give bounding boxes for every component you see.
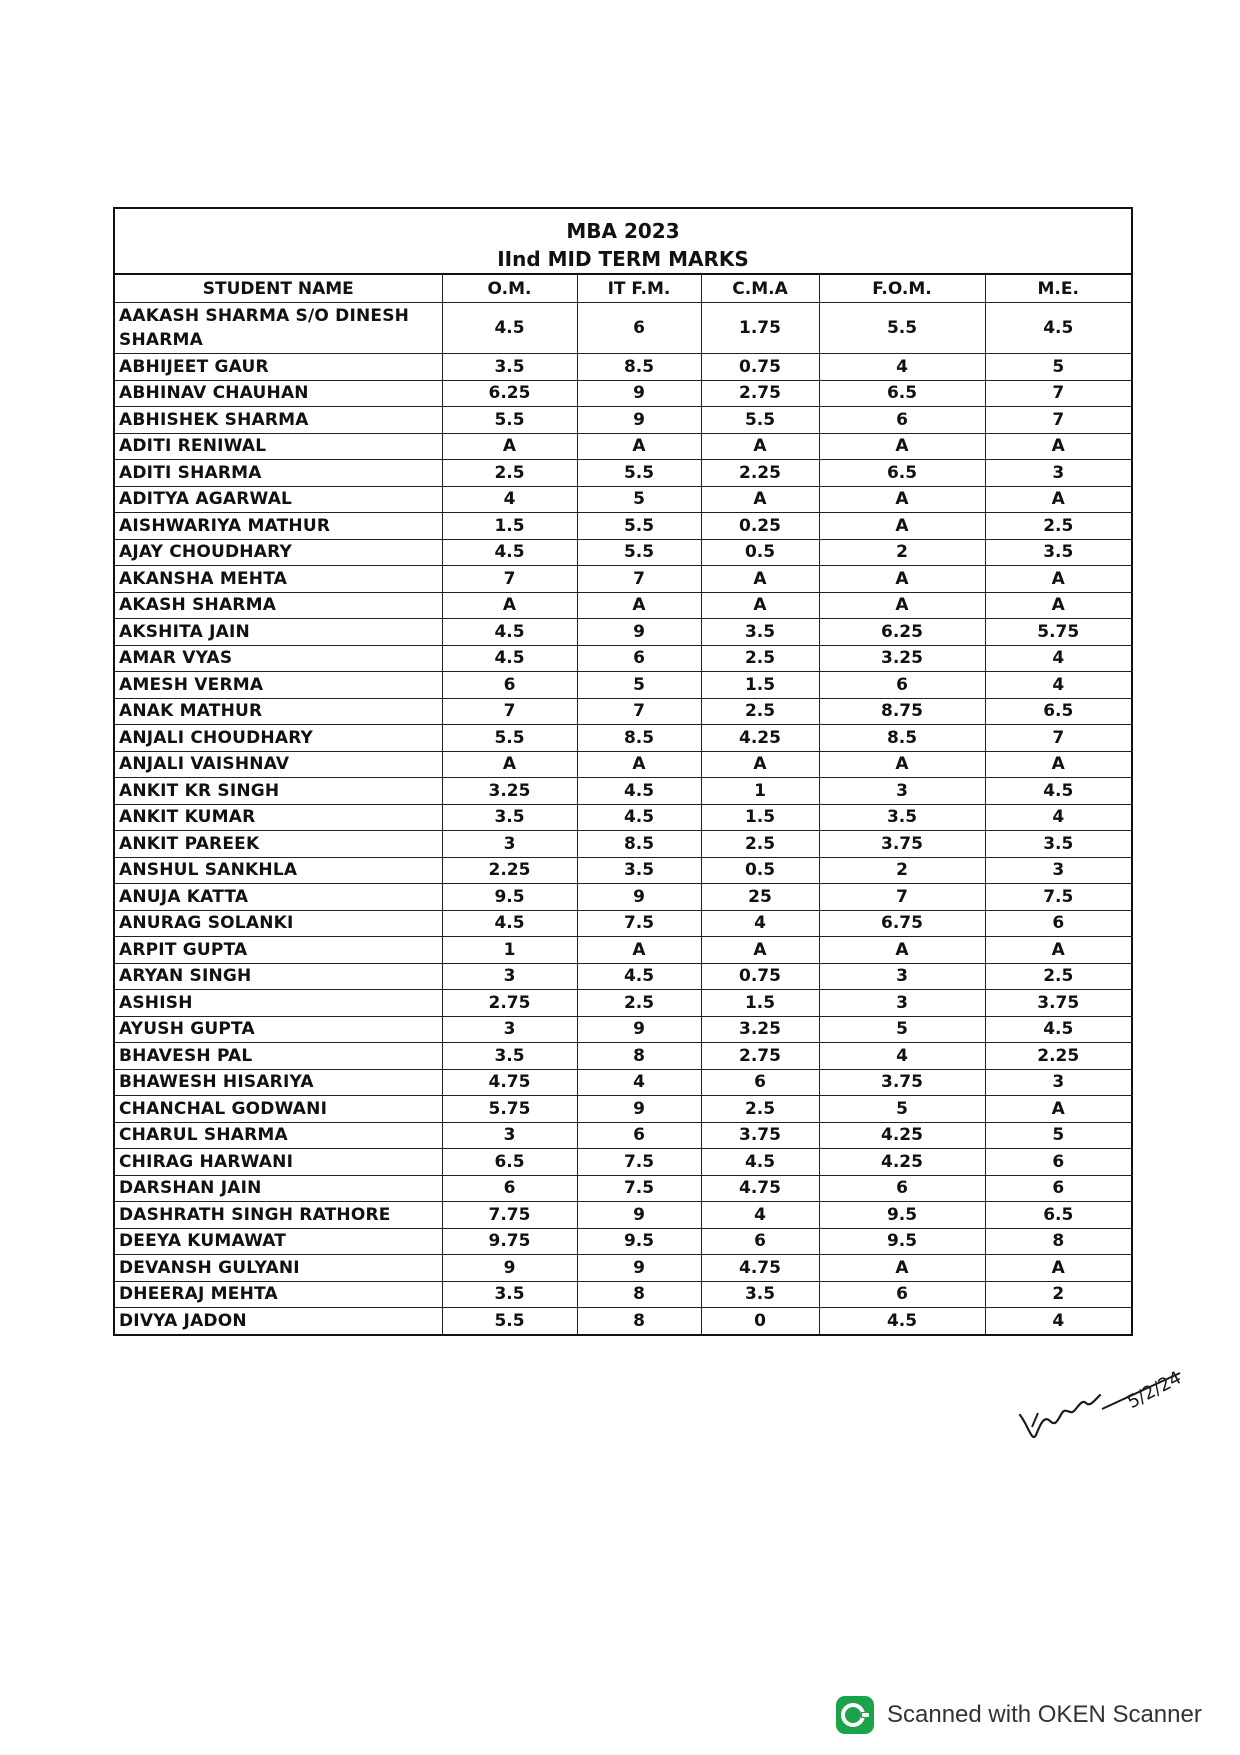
mark-cell-cma: 4: [701, 1202, 819, 1229]
student-name-cell: DIVYA JADON: [115, 1308, 442, 1334]
mark-cell-itfm: 9: [577, 1202, 701, 1229]
mark-cell-itfm: 9: [577, 1016, 701, 1043]
table-row: [115, 884, 1131, 911]
mark-cell-itfm: 7: [577, 566, 701, 593]
table-row: [115, 937, 1131, 964]
table-row: [115, 751, 1131, 778]
table-row: [115, 698, 1131, 725]
mark-cell-itfm: A: [577, 751, 701, 778]
student-name-cell: DASHRATH SINGH RATHORE: [115, 1202, 442, 1229]
table-row: [115, 963, 1131, 990]
table-header-row: [115, 275, 1131, 303]
mark-cell-itfm: 4.5: [577, 778, 701, 805]
mark-cell-om: 6.5: [442, 1149, 577, 1176]
mark-cell-me: 7: [985, 380, 1131, 407]
mark-cell-itfm: 5: [577, 672, 701, 699]
student-name-cell: ANKIT PAREEK: [115, 831, 442, 858]
table-row: [115, 910, 1131, 937]
mark-cell-itfm: 8: [577, 1043, 701, 1070]
mark-cell-om: 4.75: [442, 1069, 577, 1096]
mark-cell-itfm: 8: [577, 1308, 701, 1334]
mark-cell-me: 6: [985, 910, 1131, 937]
mark-cell-cma: A: [701, 566, 819, 593]
student-name-cell: ABHIJEET GAUR: [115, 354, 442, 381]
mark-cell-cma: 2.5: [701, 698, 819, 725]
scanner-text: Scanned with OKEN Scanner: [887, 1701, 1202, 1728]
student-name-cell: BHAVESH PAL: [115, 1043, 442, 1070]
student-name-cell: DEEYA KUMAWAT: [115, 1228, 442, 1255]
table-row: [115, 725, 1131, 752]
mark-cell-itfm: 7: [577, 698, 701, 725]
mark-cell-itfm: 2.5: [577, 990, 701, 1017]
mark-cell-me: 3.5: [985, 539, 1131, 566]
mark-cell-itfm: 4.5: [577, 963, 701, 990]
header-cma: C.M.A: [701, 275, 819, 303]
table-row: [115, 804, 1131, 831]
student-name-cell: ADITYA AGARWAL: [115, 486, 442, 513]
mark-cell-om: 2.25: [442, 857, 577, 884]
mark-cell-cma: 2.5: [701, 831, 819, 858]
table-row: [115, 1122, 1131, 1149]
mark-cell-me: A: [985, 751, 1131, 778]
mark-cell-om: 4.5: [442, 910, 577, 937]
mark-cell-itfm: 4: [577, 1069, 701, 1096]
header-fom: F.O.M.: [819, 275, 985, 303]
table-row: [115, 513, 1131, 540]
mark-cell-itfm: 4.5: [577, 804, 701, 831]
mark-cell-me: A: [985, 1255, 1131, 1282]
mark-cell-cma: 25: [701, 884, 819, 911]
mark-cell-om: A: [442, 751, 577, 778]
mark-cell-me: 3: [985, 460, 1131, 487]
mark-cell-fom: 4.25: [819, 1149, 985, 1176]
mark-cell-fom: 3: [819, 963, 985, 990]
mark-cell-om: 3.5: [442, 1043, 577, 1070]
mark-cell-cma: 6: [701, 1069, 819, 1096]
signature-date: 5/2/24: [1123, 1367, 1185, 1414]
mark-cell-fom: 3.75: [819, 831, 985, 858]
table-row: [115, 566, 1131, 593]
mark-cell-me: A: [985, 592, 1131, 619]
mark-cell-fom: 4: [819, 354, 985, 381]
mark-cell-om: 7: [442, 698, 577, 725]
table-row: [115, 1281, 1131, 1308]
mark-cell-om: 9.75: [442, 1228, 577, 1255]
mark-cell-om: 4: [442, 486, 577, 513]
mark-cell-me: A: [985, 486, 1131, 513]
mark-cell-cma: 3.75: [701, 1122, 819, 1149]
mark-cell-fom: 4.5: [819, 1308, 985, 1334]
table-row: [115, 1096, 1131, 1123]
header-me: M.E.: [985, 275, 1131, 303]
mark-cell-me: 4.5: [985, 778, 1131, 805]
mark-cell-cma: A: [701, 751, 819, 778]
table-row: [115, 1255, 1131, 1282]
mark-cell-fom: 6: [819, 1281, 985, 1308]
mark-cell-me: 5.75: [985, 619, 1131, 646]
header-om: O.M.: [442, 275, 577, 303]
mark-cell-me: 6.5: [985, 698, 1131, 725]
mark-cell-fom: 8.5: [819, 725, 985, 752]
table-row: [115, 1202, 1131, 1229]
student-name-cell: ASHISH: [115, 990, 442, 1017]
table-row: [115, 857, 1131, 884]
mark-cell-me: 6.5: [985, 1202, 1131, 1229]
mark-cell-cma: 3.5: [701, 619, 819, 646]
mark-cell-om: 7.75: [442, 1202, 577, 1229]
mark-cell-fom: A: [819, 433, 985, 460]
mark-cell-fom: A: [819, 486, 985, 513]
table-row: [115, 619, 1131, 646]
mark-cell-fom: 4.25: [819, 1122, 985, 1149]
mark-cell-me: A: [985, 566, 1131, 593]
student-name-cell: CHARUL SHARMA: [115, 1122, 442, 1149]
mark-cell-me: 4: [985, 672, 1131, 699]
mark-cell-cma: 0: [701, 1308, 819, 1334]
table-row: [115, 303, 1131, 354]
mark-cell-itfm: 9: [577, 1255, 701, 1282]
student-name-cell: DHEERAJ MEHTA: [115, 1281, 442, 1308]
mark-cell-me: 7.5: [985, 884, 1131, 911]
mark-cell-itfm: 9: [577, 619, 701, 646]
mark-cell-cma: 2.25: [701, 460, 819, 487]
table-row: [115, 380, 1131, 407]
mark-cell-om: 4.5: [442, 645, 577, 672]
mark-cell-fom: 3.5: [819, 804, 985, 831]
header-itfm: IT F.M.: [577, 275, 701, 303]
mark-cell-me: 3.5: [985, 831, 1131, 858]
table-row: [115, 990, 1131, 1017]
oken-scanner-logo-icon: [835, 1695, 875, 1735]
mark-cell-me: A: [985, 937, 1131, 964]
mark-cell-cma: 1.75: [701, 303, 819, 354]
mark-cell-cma: 0.5: [701, 539, 819, 566]
student-name-cell: ARYAN SINGH: [115, 963, 442, 990]
mark-cell-cma: 6: [701, 1228, 819, 1255]
mark-cell-me: 4: [985, 645, 1131, 672]
mark-cell-itfm: 8.5: [577, 354, 701, 381]
table-row: [115, 1069, 1131, 1096]
mark-cell-fom: 5.5: [819, 303, 985, 354]
header-student-name: STUDENT NAME: [115, 275, 442, 303]
mark-cell-om: 3: [442, 831, 577, 858]
mark-cell-cma: 3.5: [701, 1281, 819, 1308]
student-name-cell: ANKIT KUMAR: [115, 804, 442, 831]
student-name-cell: DEVANSH GULYANI: [115, 1255, 442, 1282]
mark-cell-om: 6: [442, 672, 577, 699]
table-row: [115, 433, 1131, 460]
mark-cell-itfm: 5.5: [577, 539, 701, 566]
mark-cell-cma: 1.5: [701, 804, 819, 831]
mark-cell-fom: 3.25: [819, 645, 985, 672]
document-subtitle: IInd MID TERM MARKS: [497, 247, 749, 271]
table-row: [115, 1308, 1131, 1334]
mark-cell-itfm: 5: [577, 486, 701, 513]
mark-cell-itfm: 9: [577, 884, 701, 911]
mark-cell-itfm: 9: [577, 407, 701, 434]
mark-cell-me: 4.5: [985, 303, 1131, 354]
mark-cell-itfm: 8: [577, 1281, 701, 1308]
mark-cell-me: 2.5: [985, 963, 1131, 990]
mark-cell-cma: 2.75: [701, 1043, 819, 1070]
mark-cell-cma: 1.5: [701, 672, 819, 699]
mark-cell-itfm: 3.5: [577, 857, 701, 884]
table-row: [115, 539, 1131, 566]
mark-cell-om: A: [442, 592, 577, 619]
mark-cell-om: 3: [442, 1122, 577, 1149]
mark-cell-itfm: A: [577, 937, 701, 964]
mark-cell-itfm: 6: [577, 1122, 701, 1149]
student-name-cell: ADITI SHARMA: [115, 460, 442, 487]
mark-cell-om: 7: [442, 566, 577, 593]
mark-cell-om: 5.5: [442, 407, 577, 434]
table-row: [115, 831, 1131, 858]
table-row: [115, 1228, 1131, 1255]
marks-sheet: [113, 207, 1133, 1336]
mark-cell-me: 7: [985, 407, 1131, 434]
mark-cell-om: 6: [442, 1175, 577, 1202]
mark-cell-itfm: A: [577, 433, 701, 460]
mark-cell-cma: 4.75: [701, 1175, 819, 1202]
mark-cell-fom: 6.75: [819, 910, 985, 937]
student-name-cell: AMESH VERMA: [115, 672, 442, 699]
mark-cell-om: 5.5: [442, 725, 577, 752]
mark-cell-me: 2: [985, 1281, 1131, 1308]
table-row: [115, 672, 1131, 699]
mark-cell-fom: 9.5: [819, 1202, 985, 1229]
mark-cell-cma: 0.5: [701, 857, 819, 884]
mark-cell-om: 1.5: [442, 513, 577, 540]
mark-cell-cma: A: [701, 486, 819, 513]
mark-cell-me: 4: [985, 1308, 1131, 1334]
student-name-cell: AISHWARIYA MATHUR: [115, 513, 442, 540]
student-name-cell: ANJALI VAISHNAV: [115, 751, 442, 778]
mark-cell-cma: 4.75: [701, 1255, 819, 1282]
mark-cell-fom: 7: [819, 884, 985, 911]
mark-cell-cma: A: [701, 433, 819, 460]
student-name-cell: ANSHUL SANKHLA: [115, 857, 442, 884]
mark-cell-om: 3: [442, 963, 577, 990]
student-name-cell: BHAWESH HISARIYA: [115, 1069, 442, 1096]
signature-icon: [1010, 1355, 1210, 1445]
mark-cell-fom: 3: [819, 778, 985, 805]
mark-cell-om: 2.75: [442, 990, 577, 1017]
mark-cell-me: 3.75: [985, 990, 1131, 1017]
student-name-cell: AKASH SHARMA: [115, 592, 442, 619]
mark-cell-itfm: 9: [577, 1096, 701, 1123]
table-row: [115, 778, 1131, 805]
student-name-cell: CHIRAG HARWANI: [115, 1149, 442, 1176]
scanner-watermark: [835, 1695, 1202, 1735]
mark-cell-om: 6.25: [442, 380, 577, 407]
mark-cell-om: 3.5: [442, 1281, 577, 1308]
mark-cell-om: 3: [442, 1016, 577, 1043]
student-name-cell: ANUJA KATTA: [115, 884, 442, 911]
mark-cell-cma: 4.5: [701, 1149, 819, 1176]
student-name-cell: AMAR VYAS: [115, 645, 442, 672]
student-name-cell: AJAY CHOUDHARY: [115, 539, 442, 566]
mark-cell-cma: 5.5: [701, 407, 819, 434]
mark-cell-me: 3: [985, 1069, 1131, 1096]
mark-cell-om: 2.5: [442, 460, 577, 487]
table-row: [115, 407, 1131, 434]
mark-cell-me: 7: [985, 725, 1131, 752]
marks-table-body: [115, 303, 1131, 1334]
document-title: MBA 2023: [566, 219, 680, 243]
mark-cell-cma: 0.25: [701, 513, 819, 540]
mark-cell-me: 2.25: [985, 1043, 1131, 1070]
mark-cell-fom: A: [819, 566, 985, 593]
mark-cell-fom: 5: [819, 1016, 985, 1043]
mark-cell-om: 9: [442, 1255, 577, 1282]
mark-cell-me: 4: [985, 804, 1131, 831]
mark-cell-fom: 6.5: [819, 380, 985, 407]
student-name-cell: ANKIT KR SINGH: [115, 778, 442, 805]
mark-cell-fom: 2: [819, 857, 985, 884]
mark-cell-cma: 0.75: [701, 963, 819, 990]
mark-cell-itfm: 8.5: [577, 725, 701, 752]
student-name-cell: AAKASH SHARMA S/O DINESH SHARMA: [115, 303, 442, 354]
student-name-cell: ANAK MATHUR: [115, 698, 442, 725]
mark-cell-me: A: [985, 433, 1131, 460]
mark-cell-me: A: [985, 1096, 1131, 1123]
table-row: [115, 1043, 1131, 1070]
mark-cell-itfm: 7.5: [577, 910, 701, 937]
mark-cell-om: 5.75: [442, 1096, 577, 1123]
mark-cell-fom: A: [819, 751, 985, 778]
mark-cell-om: 5.5: [442, 1308, 577, 1334]
mark-cell-fom: 6: [819, 672, 985, 699]
mark-cell-me: 5: [985, 1122, 1131, 1149]
mark-cell-cma: A: [701, 937, 819, 964]
student-name-cell: ANURAG SOLANKI: [115, 910, 442, 937]
mark-cell-cma: 4: [701, 910, 819, 937]
mark-cell-cma: 2.5: [701, 645, 819, 672]
table-row: [115, 486, 1131, 513]
mark-cell-me: 5: [985, 354, 1131, 381]
mark-cell-me: 3: [985, 857, 1131, 884]
mark-cell-fom: 5: [819, 1096, 985, 1123]
mark-cell-itfm: 6: [577, 645, 701, 672]
mark-cell-cma: 4.25: [701, 725, 819, 752]
mark-cell-om: 3.25: [442, 778, 577, 805]
mark-cell-fom: 6.25: [819, 619, 985, 646]
mark-cell-itfm: 9: [577, 380, 701, 407]
mark-cell-itfm: 5.5: [577, 460, 701, 487]
student-name-cell: ABHINAV CHAUHAN: [115, 380, 442, 407]
student-name-cell: DARSHAN JAIN: [115, 1175, 442, 1202]
student-name-cell: AKANSHA MEHTA: [115, 566, 442, 593]
mark-cell-me: 6: [985, 1149, 1131, 1176]
mark-cell-itfm: 6: [577, 303, 701, 354]
mark-cell-me: 6: [985, 1175, 1131, 1202]
mark-cell-fom: 4: [819, 1043, 985, 1070]
mark-cell-cma: 0.75: [701, 354, 819, 381]
mark-cell-om: A: [442, 433, 577, 460]
table-row: [115, 645, 1131, 672]
mark-cell-cma: 2.75: [701, 380, 819, 407]
mark-cell-cma: 1.5: [701, 990, 819, 1017]
table-row: [115, 1175, 1131, 1202]
table-row: [115, 1016, 1131, 1043]
mark-cell-om: 3.5: [442, 354, 577, 381]
mark-cell-me: 2.5: [985, 513, 1131, 540]
mark-cell-om: 4.5: [442, 303, 577, 354]
mark-cell-cma: A: [701, 592, 819, 619]
table-row: [115, 592, 1131, 619]
mark-cell-fom: A: [819, 592, 985, 619]
marks-table: [115, 275, 1131, 1334]
mark-cell-fom: 3.75: [819, 1069, 985, 1096]
mark-cell-fom: 6.5: [819, 460, 985, 487]
mark-cell-cma: 1: [701, 778, 819, 805]
student-name-cell: AKSHITA JAIN: [115, 619, 442, 646]
student-name-cell: ADITI RENIWAL: [115, 433, 442, 460]
mark-cell-om: 4.5: [442, 539, 577, 566]
mark-cell-itfm: A: [577, 592, 701, 619]
mark-cell-om: 3.5: [442, 804, 577, 831]
mark-cell-fom: 8.75: [819, 698, 985, 725]
mark-cell-itfm: 8.5: [577, 831, 701, 858]
mark-cell-fom: 3: [819, 990, 985, 1017]
mark-cell-fom: A: [819, 1255, 985, 1282]
student-name-cell: CHANCHAL GODWANI: [115, 1096, 442, 1123]
student-name-cell: ARPIT GUPTA: [115, 937, 442, 964]
student-name-cell: AYUSH GUPTA: [115, 1016, 442, 1043]
table-row: [115, 354, 1131, 381]
mark-cell-cma: 3.25: [701, 1016, 819, 1043]
title-block: [115, 209, 1131, 275]
mark-cell-fom: A: [819, 513, 985, 540]
mark-cell-itfm: 5.5: [577, 513, 701, 540]
mark-cell-me: 4.5: [985, 1016, 1131, 1043]
student-name-cell: ANJALI CHOUDHARY: [115, 725, 442, 752]
student-name-cell: ABHISHEK SHARMA: [115, 407, 442, 434]
mark-cell-om: 4.5: [442, 619, 577, 646]
mark-cell-itfm: 7.5: [577, 1149, 701, 1176]
mark-cell-fom: A: [819, 937, 985, 964]
mark-cell-fom: 2: [819, 539, 985, 566]
mark-cell-fom: 6: [819, 407, 985, 434]
mark-cell-om: 9.5: [442, 884, 577, 911]
mark-cell-om: 1: [442, 937, 577, 964]
mark-cell-me: 8: [985, 1228, 1131, 1255]
mark-cell-cma: 2.5: [701, 1096, 819, 1123]
mark-cell-itfm: 9.5: [577, 1228, 701, 1255]
table-row: [115, 460, 1131, 487]
mark-cell-fom: 9.5: [819, 1228, 985, 1255]
mark-cell-fom: 6: [819, 1175, 985, 1202]
mark-cell-itfm: 7.5: [577, 1175, 701, 1202]
table-row: [115, 1149, 1131, 1176]
